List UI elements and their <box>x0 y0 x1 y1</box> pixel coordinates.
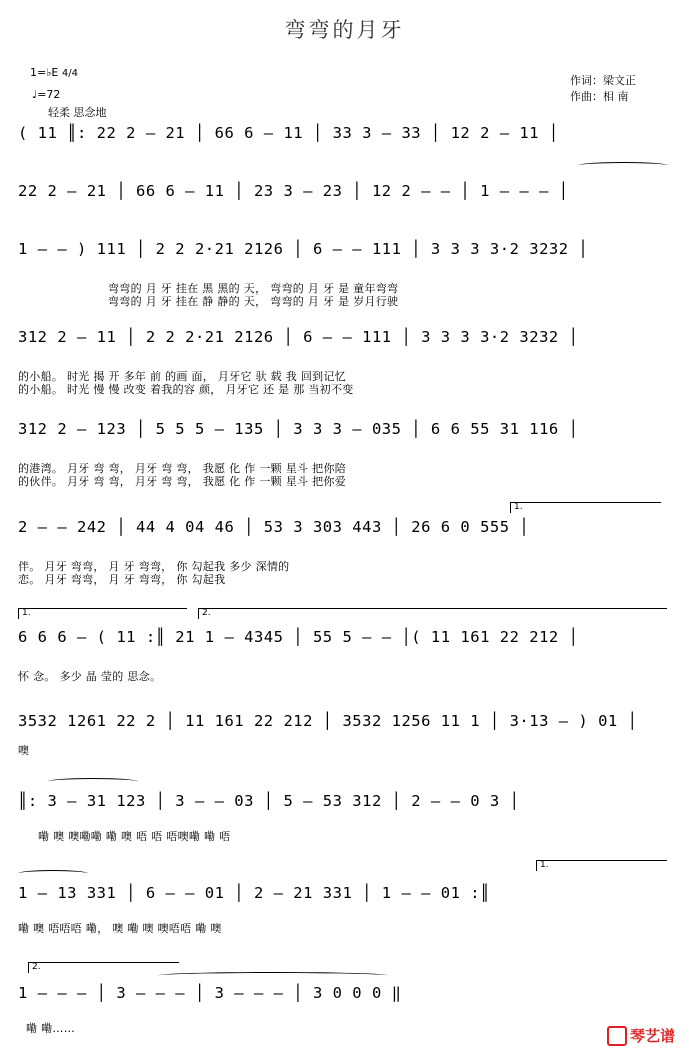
lyric-verse-2: 的小船。 时光 慢 慢 改变 着我的容 颜， 月牙它 还 是 那 当初不变 <box>18 383 354 396</box>
lyric-verse-1: 的小船。 时光 揭 开 多年 前 的画 面， 月牙它 驮 载 我 回到记忆 <box>18 370 347 383</box>
song-title: 弯弯的月牙 <box>284 18 405 42</box>
notation-line: ║: 3 – 31 123 │ 3 – – 03 │ 5 – 53 312 │ 2 – – 0 3 │ <box>18 792 520 810</box>
lyric-line: 嘞 嘞…… <box>26 1022 75 1035</box>
notation-line: 312 2 – 123 │ 5 5 5 – 135 │ 3 3 3 – 035 │ 6 6 55 31 116 │ <box>18 420 579 438</box>
lyric-line: 怀 念。 多少 晶 莹的 思念。 <box>18 670 162 683</box>
lyric-line: 嘞 噢 唔唔唔 嘞， 噢 嘞 噢 噢唔唔 嘞 噢 <box>18 922 222 935</box>
time-signature: 4/4 <box>61 68 78 79</box>
notation-line: 3532 1261 22 2 │ 11 161 22 212 │ 3532 1256 11 1 │ 3·13 – ) 01 │ <box>18 712 638 730</box>
lyric-verse-1: 弯弯的 月 牙 挂在 黑 黑的 天， 弯弯的 月 牙 是 童年弯弯 <box>108 282 399 295</box>
lyric-verse-2: 恋。 月牙 弯弯， 月 牙 弯弯， 你 勾起我 <box>18 573 226 586</box>
score-system-3 <box>18 240 668 308</box>
logo-icon <box>607 1026 627 1046</box>
tie-arc <box>158 972 388 979</box>
score-system-6 <box>18 502 668 586</box>
volta-bracket: 1. <box>18 608 187 619</box>
volta-bracket: 1. <box>536 860 667 871</box>
lyricist-credit: 作词：梁文正 <box>570 74 636 87</box>
notation-line: ( 11 ║: 22 2 – 21 │ 66 6 – 11 │ 33 3 – 33 │ 12 2 – 11 │ <box>18 124 559 142</box>
score-system-8 <box>18 712 668 757</box>
score-system-5 <box>18 420 668 488</box>
tie-arc <box>578 162 668 169</box>
score-system-1 <box>18 124 668 164</box>
notation-line: 1 – 13 331 │ 6 – – 01 │ 2 – 21 331 │ 1 – – 01 :║ <box>18 884 490 902</box>
key-signature <box>30 66 78 79</box>
score-system-9 <box>18 792 668 842</box>
score-system-10 <box>18 860 668 935</box>
composer-credit: 作曲：相 南 <box>570 90 629 103</box>
notation-line: 312 2 – 11 │ 2 2 2·21 2126 │ 6 – – 111 │ 3 3 3 3·2 3232 │ <box>18 328 579 346</box>
score-system-4 <box>18 328 668 396</box>
expression-mark: 轻柔 思念地 <box>48 106 107 119</box>
volta-bracket: 2. <box>198 608 667 619</box>
lyric-verse-2: 的伙伴。 月牙 弯 弯， 月牙 弯 弯， 我愿 化 作 一颗 星斗 把你爱 <box>18 475 347 488</box>
lyric-verse-1: 的港湾。 月牙 弯 弯， 月牙 弯 弯， 我愿 化 作 一颗 星斗 把你陪 <box>18 462 347 475</box>
notation-line: 22 2 – 21 │ 66 6 – 11 │ 23 3 – 23 │ 12 2 – – │ 1 – – – │ <box>18 182 569 200</box>
notation-line: 1 – – ) 111 │ 2 2 2·21 2126 │ 6 – – 111 │ 3 3 3 3·2 3232 │ <box>18 240 589 258</box>
notation-line: 2 – – 242 │ 44 4 04 46 │ 53 3 303 443 │ 26 6 0 555 │ <box>18 518 530 536</box>
score-system-11 <box>18 962 668 1035</box>
key: 1=♭E <box>30 66 59 79</box>
lyric-verse-2: 弯弯的 月 牙 挂在 静 静的 天， 弯弯的 月 牙 是 岁月行驶 <box>108 295 399 308</box>
tempo-mark: ♩=72 <box>32 88 61 101</box>
score-system-7 <box>18 608 668 683</box>
lyric-line: 噢 <box>18 744 30 757</box>
notation-line: 6 6 6 – ( 11 :║ 21 1 – 4345 │ 55 5 – – │( 11 161 22 212 │ <box>18 628 579 646</box>
tie-arc <box>18 870 88 877</box>
lyric-verse-1: 伴。 月牙 弯弯， 月 牙 弯弯， 你 勾起我 多少 深情的 <box>18 560 290 573</box>
notation-line: 1 – – – │ 3 – – – │ 3 – – – │ 3 0 0 0 ‖ <box>18 984 402 1002</box>
tie-arc <box>48 778 138 785</box>
volta-bracket: 1. <box>510 502 661 513</box>
score-system-2 <box>18 182 668 222</box>
lyric-line: 嘞 噢 噢嘞嘞 嘞 噢 唔 唔 唔噢嘞 嘞 唔 <box>38 830 231 843</box>
volta-bracket: 2. <box>28 962 179 973</box>
site-watermark: 琴艺谱 <box>607 1025 675 1047</box>
